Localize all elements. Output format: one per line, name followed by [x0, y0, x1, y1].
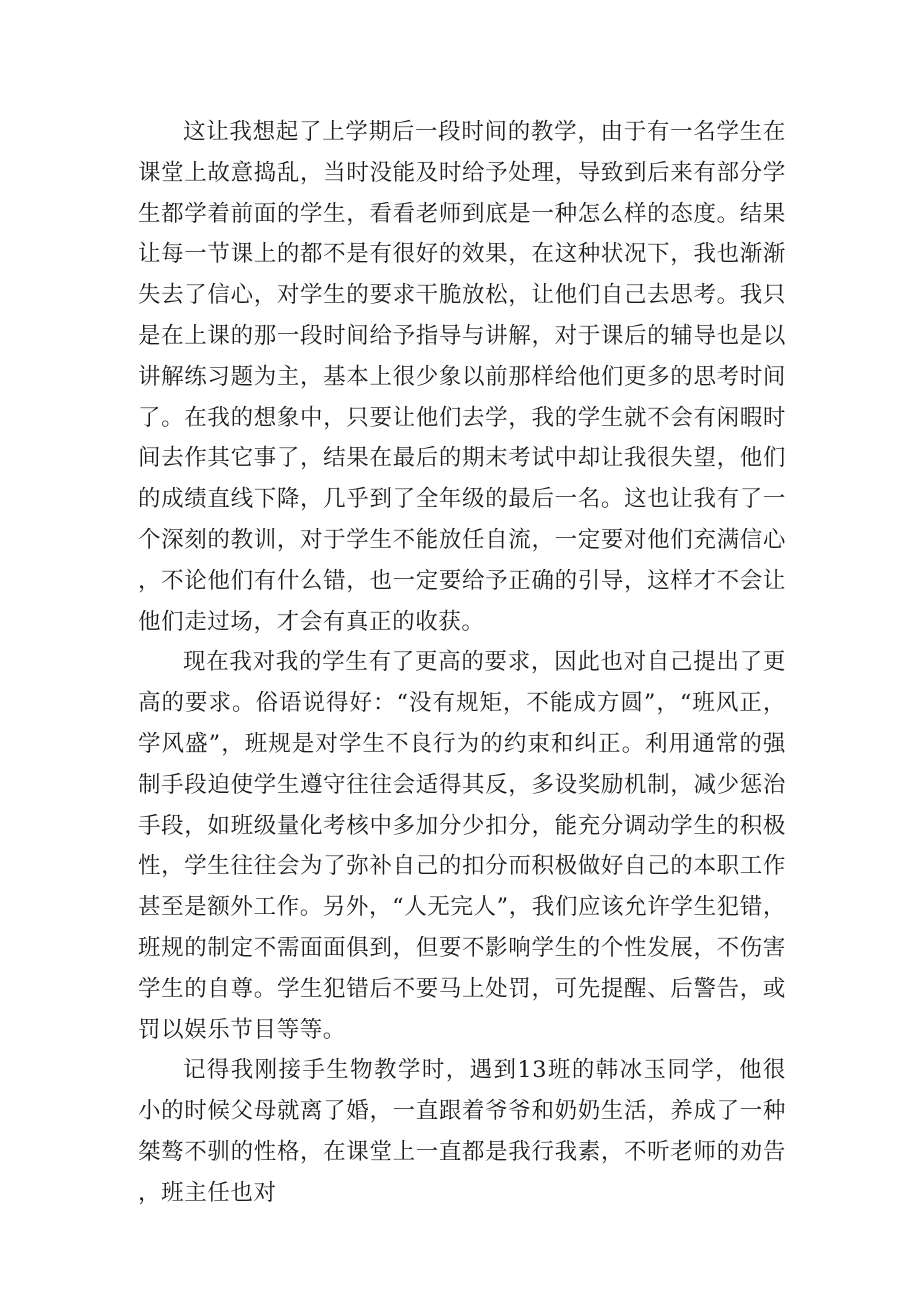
- paragraph-2: 现在我对我的学生有了更高的要求，因此也对自己提出了更高的要求。俗语说得好：“没有规矩，不能成方圆”，“班风正，学风盛”，班规是对学生不良行为的约束和纠正。利用通常的强制手段迫使学生遵守往往会适得其反，多设奖励机制，减少惩治手段，如班级量化考核中多加分少扣分，能充分调动学生的积极性，学生往往会为了弥补自己的扣分而积极做好自己的本职工作甚至是额外工作。另外，“人无完人”，我们应该允许学生犯错，班规的制定不需面面俱到，但要不影响学生的个性发展，不伤害学生的自尊。学生犯错后不要马上处罚，可先提醒、后警告，或罚以娱乐节目等等。: [138, 649, 786, 1043]
- paragraph-1: 这让我想起了上学期后一段时间的教学，由于有一名学生在课堂上故意捣乱，当时没能及时给予处理，导致到后来有部分学生都学着前面的学生，看看老师到底是一种怎么样的态度。结果让每一节课上的都不是有很好的效果，在这种状况下，我也渐渐失去了信心，对学生的要求干脆放松，让他们自己去思考。我只是在上课的那一段时间给予指导与讲解，对于课后的辅导也是以讲解练习题为主，基本上很少象以前那样给他们更多的思考时间了。在我的想象中，只要让他们去学，我的学生就不会有闲暇时间去作其它事了，结果在最后的期末考试中却让我很失望，他们的成绩直线下降，几乎到了全年级的最后一名。这也让我有了一个深刻的教训，对于学生不能放任自流，一定要对他们充满信心，不论他们有什么错，也一定要给予正确的引导，这样才不会让他们走过场，才会有真正的收获。: [138, 119, 786, 635]
- paragraph-3: 记得我刚接手生物教学时，遇到13班的韩冰玉同学，他很小的时候父母就离了婚，一直跟着爷爷和奶奶生活，养成了一种桀骜不驯的性格，在课堂上一直都是我行我素，不听老师的劝告，班主任也对: [138, 1057, 786, 1206]
- document-body: [138, 112, 786, 1214]
